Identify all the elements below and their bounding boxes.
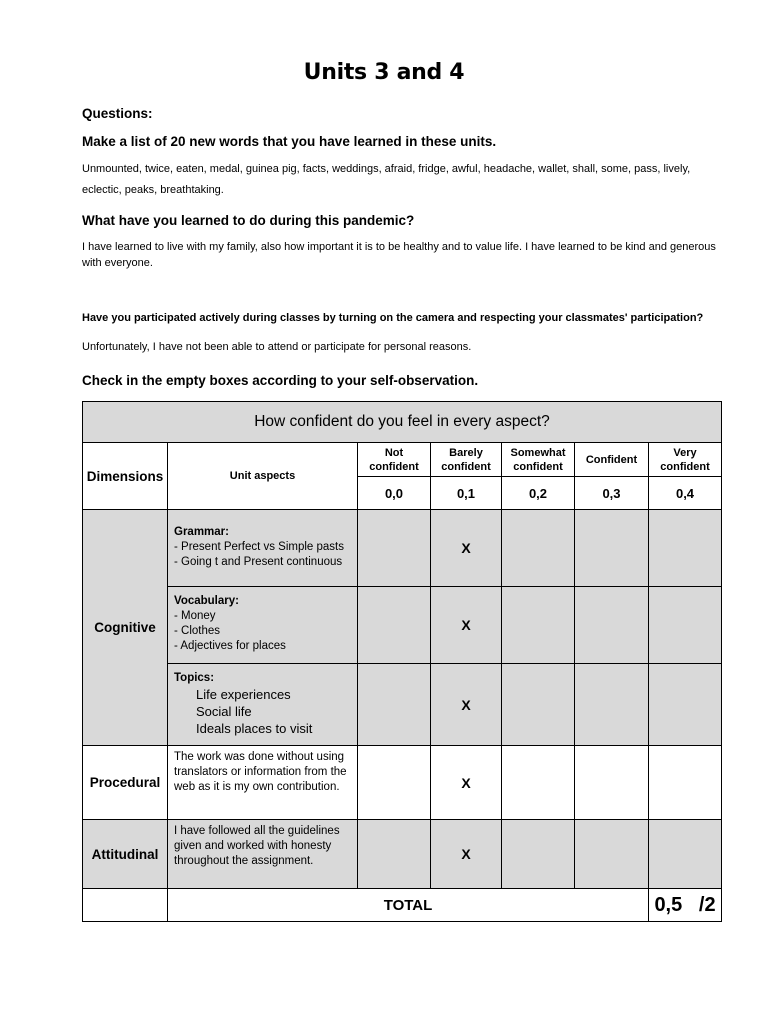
grammar-confident-cell[interactable]: [575, 510, 649, 587]
level-header-somewhat-confident: Somewhat confident: [502, 443, 575, 477]
topics-barely-confident-cell[interactable]: X: [431, 664, 502, 746]
aspect-vocabulary: [168, 587, 358, 664]
grammar-item: - Going t and Present continuous: [174, 556, 343, 568]
vocabulary-item: - Money: [174, 610, 216, 622]
answer-participation: Unfortunately, I have not been able to attend or participate for personal reasons.: [82, 341, 472, 353]
grammar-item: - Present Perfect vs Simple pasts: [174, 541, 345, 553]
level-header-confident: Confident: [575, 443, 649, 477]
answer-pandemic: I have learned to live with my family, also how important it is to be healthy and to value life. I have learned to be kind and generous with everyone.: [82, 241, 716, 269]
answer-new-words: Unmounted, twice, eaten, medal, guinea pig, facts, weddings, afraid, fridge, awful, headache, wallet, shall, some, pass, lively, eclectic, peaks, breathtaking.: [82, 163, 691, 196]
procedural-not-confident-cell[interactable]: [358, 746, 431, 820]
grammar-somewhat-confident-cell[interactable]: [502, 510, 575, 587]
table-title: How confident do you feel in every aspect?: [83, 402, 722, 443]
self-assessment-table: [82, 401, 722, 922]
attitudinal-not-confident-cell[interactable]: [358, 820, 431, 889]
total-empty-cell: [83, 889, 168, 922]
check-instruction: Check in the empty boxes according to your self-observation.: [82, 373, 479, 388]
procedural-very-confident-cell[interactable]: [649, 746, 722, 820]
topics-somewhat-confident-cell[interactable]: [502, 664, 575, 746]
aspect-grammar: [168, 510, 358, 587]
score-barely-confident: 0,1: [431, 477, 502, 510]
question-participation: Have you participated actively during classes by turning on the camera and respecting your classmates' participation?: [82, 312, 704, 324]
dimension-cognitive: Cognitive: [83, 510, 168, 746]
score-somewhat-confident: 0,2: [502, 477, 575, 510]
vocabulary-confident-cell[interactable]: [575, 587, 649, 664]
procedural-barely-confident-cell[interactable]: X: [431, 746, 502, 820]
aspect-procedural: The work was done without using translators or information from the web as it is my own contribution.: [168, 746, 358, 820]
vocabulary-very-confident-cell[interactable]: [649, 587, 722, 664]
topics-confident-cell[interactable]: [575, 664, 649, 746]
level-header-not-confident: Not confident: [358, 443, 431, 477]
vocabulary-item: - Clothes: [174, 625, 221, 637]
topics-item: Life experiences: [196, 687, 291, 702]
vocabulary-barely-confident-cell[interactable]: X: [431, 587, 502, 664]
topics-very-confident-cell[interactable]: [649, 664, 722, 746]
dimension-procedural: Procedural: [83, 746, 168, 820]
topics-not-confident-cell[interactable]: [358, 664, 431, 746]
procedural-somewhat-confident-cell[interactable]: [502, 746, 575, 820]
vocabulary-somewhat-confident-cell[interactable]: [502, 587, 575, 664]
procedural-confident-cell[interactable]: [575, 746, 649, 820]
vocabulary-item: - Adjectives for places: [174, 640, 286, 652]
attitudinal-somewhat-confident-cell[interactable]: [502, 820, 575, 889]
topics-item: Ideals places to visit: [196, 721, 313, 736]
topics-heading: Topics:: [174, 672, 215, 684]
attitudinal-very-confident-cell[interactable]: [649, 820, 722, 889]
score-not-confident: 0,0: [358, 477, 431, 510]
level-header-barely-confident: Barely confident: [431, 443, 502, 477]
total-value: 0,5 /2: [649, 889, 722, 922]
aspect-topics: [168, 664, 358, 746]
dimensions-header: Dimensions: [83, 443, 168, 510]
aspect-attitudinal: I have followed all the guidelines given and worked with honesty throughout the assignment.: [168, 820, 358, 889]
attitudinal-confident-cell[interactable]: [575, 820, 649, 889]
questions-label: Questions:: [82, 106, 153, 121]
dimension-attitudinal: Attitudinal: [83, 820, 168, 889]
topics-item: Social life: [196, 704, 252, 719]
score-confident: 0,3: [575, 477, 649, 510]
document-title: Units 3 and 4: [303, 60, 465, 85]
question-pandemic: What have you learned to do during this pandemic?: [82, 213, 415, 228]
attitudinal-barely-confident-cell[interactable]: X: [431, 820, 502, 889]
grammar-very-confident-cell[interactable]: [649, 510, 722, 587]
grammar-heading: Grammar:: [174, 526, 229, 538]
total-label: TOTAL: [168, 889, 649, 922]
unit-aspects-header: Unit aspects: [168, 443, 358, 510]
vocabulary-not-confident-cell[interactable]: [358, 587, 431, 664]
vocabulary-heading: Vocabulary:: [174, 595, 239, 607]
grammar-barely-confident-cell[interactable]: X: [431, 510, 502, 587]
grammar-not-confident-cell[interactable]: [358, 510, 431, 587]
question-new-words: Make a list of 20 new words that you have learned in these units.: [82, 134, 497, 149]
score-very-confident: 0,4: [649, 477, 722, 510]
level-header-very-confident: Very confident: [649, 443, 722, 477]
